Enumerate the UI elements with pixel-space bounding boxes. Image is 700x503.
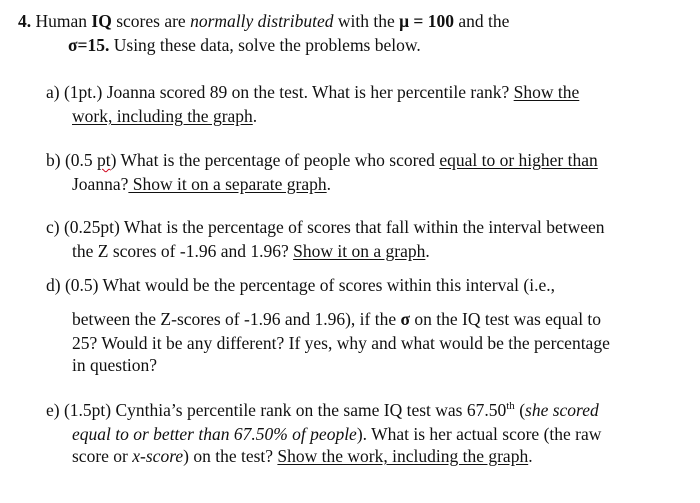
intro-text: scores are (111, 11, 191, 31)
question-number: 4. (18, 11, 32, 31)
part-e-instruction: Show the work, including the graph (277, 446, 529, 466)
intro-normally-distributed: normally distributed (190, 11, 334, 31)
part-d-text: in question? (72, 355, 158, 375)
part-a-text: (1pt.) Joanna scored 89 on the test. What is her percentile rank? (63, 82, 514, 102)
intro-text: and the (454, 11, 510, 31)
part-e-text: score or (72, 446, 133, 466)
part-c-instruction: Show it on a graph (293, 241, 426, 261)
part-b-instruction: Show it on a separate graph (128, 174, 327, 194)
intro-text: Human (35, 11, 92, 31)
part-d-sigma: σ (400, 309, 411, 329)
part-e-label: e) (46, 400, 60, 420)
part-d-label: d) (46, 275, 61, 295)
part-d-text: on the IQ test was equal to (410, 309, 602, 329)
intro-mean: μ = 100 (399, 11, 455, 31)
part-c-text: the Z scores of -1.96 and 1.96? (72, 241, 294, 261)
part-b-text: ) What is the percentage of people who scored (110, 150, 440, 170)
part-b-text: . (326, 174, 332, 194)
question-intro-line-2 (68, 35, 421, 55)
part-e-text: . (528, 446, 533, 466)
part-b-label: b) (46, 150, 61, 170)
part-e-text: ( (514, 400, 526, 420)
part-c-text: . (425, 241, 430, 261)
part-b-pt-spellcheck: pt (97, 150, 111, 170)
part-a-instruction: Show the (513, 82, 580, 102)
part-b-line-2 (72, 174, 331, 194)
part-e-line-2 (72, 424, 601, 444)
part-d-text: 25? Would it be any different? If yes, why and what would be the percentage (72, 333, 610, 353)
part-e-italic: equal to or better than 67.50% of people (72, 424, 357, 444)
part-e-italic: x-score (132, 446, 184, 466)
part-a-text: . (252, 106, 258, 126)
part-b-text: (0.5 (64, 150, 98, 170)
part-e-italic: she scored (525, 400, 599, 420)
part-c-text: (0.25pt) What is the percentage of scores that fall within the interval between (63, 217, 605, 237)
part-e-text: ) on the test? (183, 446, 278, 466)
part-d-line-1 (46, 275, 555, 295)
part-a-label: a) (46, 82, 60, 102)
part-a-line-2 (72, 106, 257, 126)
part-d-line-3 (72, 333, 610, 353)
part-e-superscript: th (506, 400, 515, 413)
part-c-line-2 (72, 241, 430, 261)
part-a-line-1 (46, 82, 579, 102)
question-intro-line-1 (18, 11, 509, 31)
intro-text: Using these data, solve the problems below. (109, 35, 421, 55)
intro-iq: IQ (91, 11, 112, 31)
part-d-text: (0.5) What would be the percentage of scores within this interval (i.e., (64, 275, 555, 295)
intro-text: with the (333, 11, 400, 31)
part-e-line-3 (72, 446, 533, 466)
part-e-text: ). What is her actual score (the raw (356, 424, 602, 444)
part-c-line-1 (46, 217, 605, 237)
part-d-text: between the Z-scores of -1.96 and 1.96), if the (72, 309, 401, 329)
part-a-instruction: work, including the graph (72, 106, 253, 126)
part-b-text: Joanna? (72, 174, 129, 194)
part-e-text: (1.5pt) Cynthia’s percentile rank on the same IQ test was 67.50 (63, 400, 507, 420)
part-b-emphasis: equal to or higher than (439, 150, 598, 170)
part-c-label: c) (46, 217, 60, 237)
part-d-line-2 (72, 309, 601, 329)
part-e-line-1 (46, 400, 599, 420)
part-b-line-1 (46, 150, 598, 170)
part-d-line-4 (72, 355, 157, 375)
intro-sigma: σ=15. (68, 35, 110, 55)
